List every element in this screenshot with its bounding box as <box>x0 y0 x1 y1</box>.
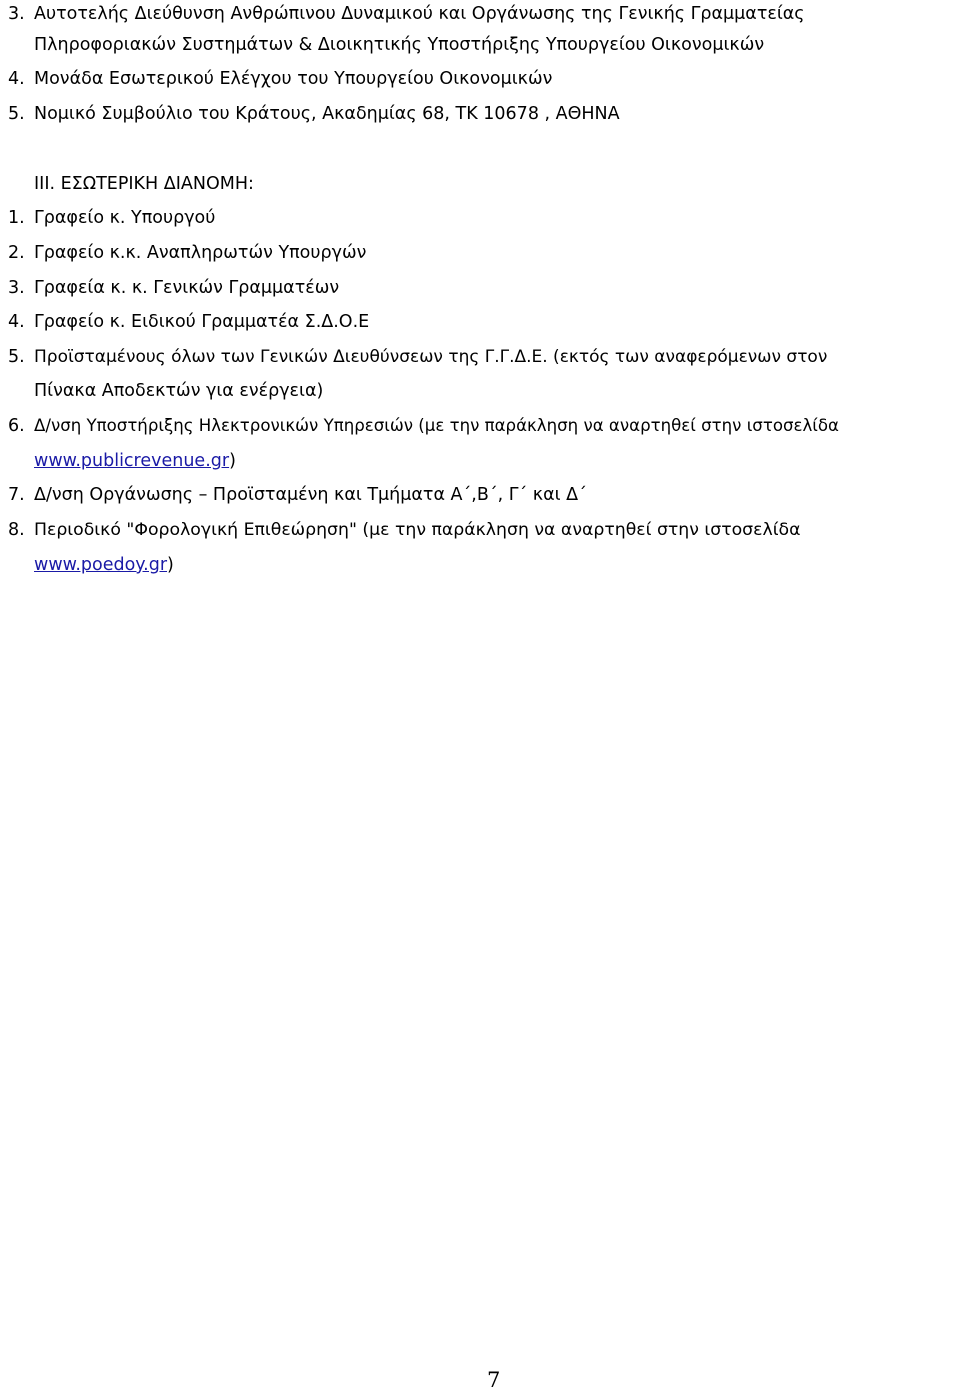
list-text: Γραφείο κ. Ειδικού Γραμματέα Σ.Δ.Ο.Ε <box>34 312 370 332</box>
list-text: Δ/νση Οργάνωσης – Προϊσταμένη και Τμήματα Α΄,Β΄, Γ΄ και Δ΄ <box>34 485 587 505</box>
closing-paren: ) <box>229 451 236 471</box>
list-text: Περιοδικό "Φορολογική Επιθεώρηση" (με την παράκληση να αναρτηθεί στην ιστοσελίδα <box>34 520 801 540</box>
list-text: Δ/νση Υποστήριξης Ηλεκτρονικών Υπηρεσιών (με την παράκληση να αναρτηθεί στην ιστοσελίδα <box>34 416 839 435</box>
list-number: 8. <box>8 520 25 540</box>
poedoy-link[interactable]: www.poedoy.gr <box>34 555 168 575</box>
list-text: Γραφείο κ. Υπουργού <box>34 208 216 228</box>
list-number: 4. <box>8 69 25 89</box>
page-number: 7 <box>487 1368 501 1392</box>
list-number: 2. <box>8 243 25 263</box>
list-number: 5. <box>8 104 25 124</box>
list-text: Αυτοτελής Διεύθυνση Ανθρώπινου Δυναμικού και Οργάνωσης της Γενικής Γραμματείας <box>34 4 805 24</box>
list-text: Γραφείο κ.κ. Αναπληρωτών Υπουργών <box>34 243 367 263</box>
list-number: 3. <box>8 278 25 298</box>
list-text: Προϊσταμένους όλων των Γενικών Διευθύνσεων της Γ.Γ.Δ.Ε. (εκτός των αναφερόμενων στον <box>34 347 828 367</box>
list-text: Μονάδα Εσωτερικού Ελέγχου του Υπουργείου Οικονομικών <box>34 69 553 89</box>
closing-paren: ) <box>167 555 174 575</box>
list-text-continuation: Πίνακα Αποδεκτών για ενέργεια) <box>34 381 324 401</box>
section-heading: III. ΕΣΩΤΕΡΙΚΗ ΔΙΑΝΟΜΗ: <box>34 174 254 194</box>
list-number: 1. <box>8 208 25 228</box>
list-number: 5. <box>8 347 25 367</box>
publicrevenue-link[interactable]: www.publicrevenue.gr <box>34 451 230 471</box>
list-text-continuation <box>34 553 174 577</box>
list-number: 6. <box>8 416 25 436</box>
list-text: Γραφεία κ. κ. Γενικών Γραμματέων <box>34 278 340 298</box>
list-number: 4. <box>8 312 25 332</box>
list-text: Νομικό Συμβούλιο του Κράτους, Ακαδημίας 68, ΤΚ 10678 , ΑΘΗΝΑ <box>34 104 620 124</box>
list-text-continuation <box>34 449 236 473</box>
list-text-continuation: Πληροφοριακών Συστημάτων & Διοικητικής Υποστήριξης Υπουργείου Οικονομικών <box>34 35 765 55</box>
list-number: 3. <box>8 4 25 24</box>
list-number: 7. <box>8 485 25 505</box>
